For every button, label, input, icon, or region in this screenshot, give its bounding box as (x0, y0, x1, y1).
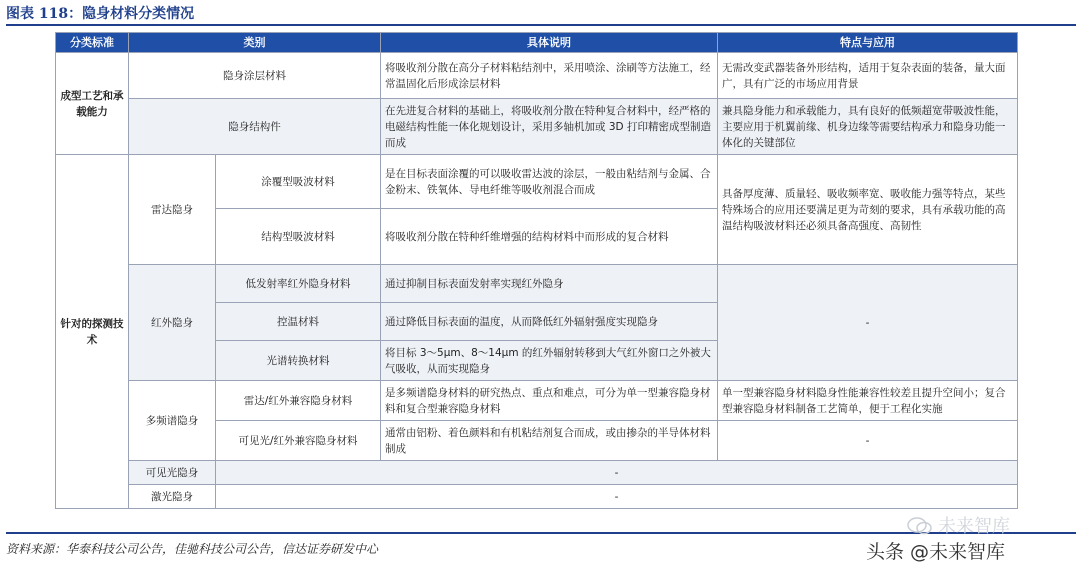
table-row (56, 461, 1018, 485)
table-row (56, 53, 1018, 99)
table-row (56, 155, 1018, 209)
app-radar: 具备厚度薄、质量轻、吸收频率宽、吸收能力强等特点，某些特殊场合的应用还要满足更为苛刻的要求，具有承载功能的高温结构吸波材料还必须具备高强度、高韧性 (718, 155, 1018, 265)
header-application: 特点与应用 (718, 33, 1018, 53)
watermark: 头条 @未来智库 (866, 541, 1006, 563)
desc-ir-spectral: 将目标 3～5μm、8～14μm 的红外辐射转移到大气红外窗口之外被大气吸收，从而实现隐身 (381, 341, 718, 381)
sub-visible: 可见光隐身 (129, 461, 216, 485)
watermark-faint: 未来智库 (938, 516, 1010, 537)
source-note: 资料来源：华泰科技公司公告，佳驰科技公司公告，信达证券研发中心 (6, 542, 379, 556)
cat-coating: 隐身涂层材料 (129, 53, 381, 99)
header-criteria: 分类标准 (56, 33, 129, 53)
header-category: 类别 (129, 33, 381, 53)
group-process-capacity: 成型工艺和承载能力 (56, 53, 129, 155)
desc-ir-low-emissivity: 通过抑制目标表面发射率实现红外隐身 (381, 265, 718, 303)
desc-visible-ir: 通常由铝粉、着色颜料和有机粘结剂复合而成，或由掺杂的半导体材料制成 (381, 421, 718, 461)
group-detection-tech: 针对的探测技术 (56, 155, 129, 509)
stealth-materials-table (55, 32, 1018, 509)
desc-ir-temp-control: 通过降低目标表面的温度，从而降低红外辐射强度实现隐身 (381, 303, 718, 341)
val-visible: - (216, 461, 1018, 485)
sub-infrared: 红外隐身 (129, 265, 216, 381)
desc-radar-coating: 是在目标表面涂覆的可以吸收雷达波的涂层，一般由粘结剂与金属、合金粉末、铁氧体、导电纤维等吸收剂混合而成 (381, 155, 718, 209)
sub-multispectral: 多频谱隐身 (129, 381, 216, 461)
cat-radar-ir: 雷达/红外兼容隐身材料 (216, 381, 381, 421)
app-structural: 兼具隐身能力和承载能力，具有良好的低频超宽带吸波性能，主要应用于机翼前缘、机身边缘等需要结构承力和隐身功能一体化的关键部位 (718, 99, 1018, 155)
app-infrared: - (718, 265, 1018, 381)
cat-radar-structural: 结构型吸波材料 (216, 209, 381, 265)
cat-ir-spectral: 光谱转换材料 (216, 341, 381, 381)
table-row (56, 99, 1018, 155)
app-visible-ir: - (718, 421, 1018, 461)
wechat-icon (906, 516, 934, 536)
sub-radar: 雷达隐身 (129, 155, 216, 265)
cat-structural: 隐身结构件 (129, 99, 381, 155)
table-row (56, 381, 1018, 421)
app-radar-ir: 单一型兼容隐身材料隐身性能兼容性较差且提升空间小；复合型兼容隐身材料制备工艺简单，便于工程化实施 (718, 381, 1018, 421)
app-coating: 无需改变武器装备外形结构，适用于复杂表面的装备，量大面广，具有广泛的市场应用背景 (718, 53, 1018, 99)
table-row (56, 265, 1018, 303)
val-laser: - (216, 485, 1018, 509)
cat-ir-low-emissivity: 低发射率红外隐身材料 (216, 265, 381, 303)
cat-ir-temp-control: 控温材料 (216, 303, 381, 341)
cat-visible-ir: 可见光/红外兼容隐身材料 (216, 421, 381, 461)
sub-laser: 激光隐身 (129, 485, 216, 509)
header-description: 具体说明 (381, 33, 718, 53)
desc-radar-ir: 是多频谱隐身材料的研究热点、重点和难点，可分为单一型兼容隐身材料和复合型兼容隐身材料 (381, 381, 718, 421)
table-header-row (56, 33, 1018, 53)
cat-radar-coating: 涂覆型吸波材料 (216, 155, 381, 209)
desc-radar-structural: 将吸收剂分散在特种纤维增强的结构材料中而形成的复合材料 (381, 209, 718, 265)
desc-structural: 在先进复合材料的基础上，将吸收剂分散在特种复合材料中，经严格的电磁结构性能一体化规划设计，采用多轴机加或 3D 打印精密成型制造而成 (381, 99, 718, 155)
table-row (56, 485, 1018, 509)
figure-title: 图表 118：隐身材料分类情况 (6, 4, 1076, 26)
desc-coating: 将吸收剂分散在高分子材料粘结剂中，采用喷涂、涂刷等方法施工，经常温固化后形成涂层材料 (381, 53, 718, 99)
